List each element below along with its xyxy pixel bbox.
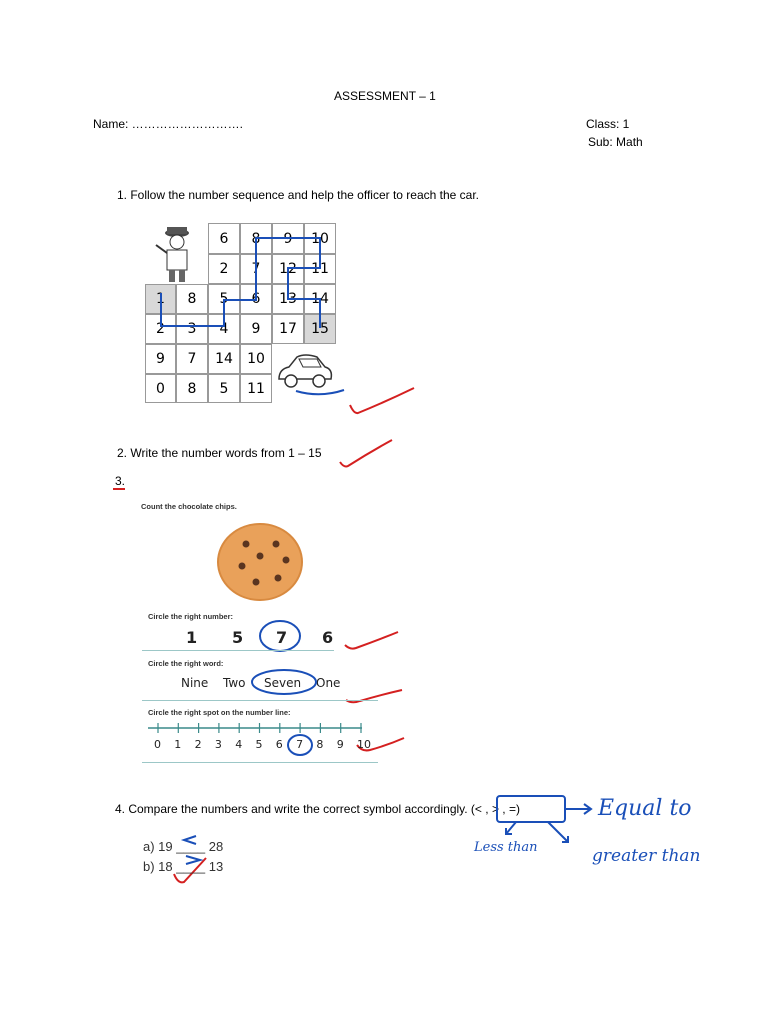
word-option: Nine (181, 676, 209, 690)
number-line-label-item: 5 (255, 738, 263, 751)
maze-cell: 7 (240, 254, 272, 284)
circle-word-label: Circle the right word: (148, 659, 224, 668)
maze-cell: 17 (272, 314, 304, 344)
maze-cell: 11 (304, 254, 336, 284)
number-line-label-item: 10 (357, 738, 371, 751)
maze-cell-start: 1 (145, 284, 176, 314)
circle-mark (286, 733, 314, 757)
maze-cell-end: 15 (304, 314, 336, 344)
number-line-label-item: 1 (174, 738, 182, 751)
word-option: Two (223, 676, 246, 690)
name-field: Name: ………………………. (93, 117, 244, 131)
question-3-label: 3. (115, 474, 126, 488)
divider (142, 650, 334, 651)
maze-cell: 8 (176, 374, 208, 403)
annotation-less: Less than (474, 840, 538, 855)
divider (142, 700, 378, 701)
maze-path-drawing (145, 223, 336, 403)
subject-label: Sub: Math (588, 135, 643, 149)
maze-cell: 8 (240, 223, 272, 254)
maze-cell: 6 (240, 284, 272, 314)
maze-cell: 6 (208, 223, 240, 254)
maze-cell: 14 (208, 344, 240, 374)
number-maze (145, 223, 336, 403)
maze-cell: 10 (240, 344, 272, 374)
maze-cell: 12 (272, 254, 304, 284)
class-label: Class: 1 (586, 117, 630, 131)
number-line-label-item: 6 (275, 738, 283, 751)
maze-cell: 8 (176, 284, 208, 314)
annotation-equal: Equal to (598, 796, 692, 821)
maze-cell: 5 (208, 374, 240, 403)
maze-cell: 7 (176, 344, 208, 374)
number-option: 5 (232, 628, 244, 647)
maze-cell: 0 (145, 374, 176, 403)
maze-cell: 4 (208, 314, 240, 344)
count-title: Count the chocolate chips. (141, 502, 237, 511)
maze-cell: 3 (176, 314, 208, 344)
number-line-label-item: 9 (336, 738, 344, 751)
maze-cell: 9 (272, 223, 304, 254)
circle-number-label: Circle the right number: (148, 612, 234, 621)
number-line-label-item: 2 (194, 738, 202, 751)
number-line-label: Circle the right spot on the number line: (148, 708, 291, 717)
word-option: One (316, 676, 341, 690)
circle-mark (258, 618, 302, 654)
maze-cell: 2 (208, 254, 240, 284)
divider (142, 762, 378, 763)
number-option-selected: 7 (276, 628, 288, 647)
compare-b: b) 18 ____ 13 (143, 859, 224, 874)
question-4-text: 4. Compare the numbers and write the correct symbol accordingly. (< , > , =) (115, 802, 520, 816)
number-line-label-item: 4 (235, 738, 243, 751)
maze-cell: 13 (272, 284, 304, 314)
annotation-greater: greater than (592, 846, 701, 866)
number-option: 1 (186, 628, 198, 647)
maze-cell: 10 (304, 223, 336, 254)
maze-cell: 14 (304, 284, 336, 314)
question-1-text: 1. Follow the number sequence and help the officer to reach the car. (117, 188, 480, 202)
maze-cell: 11 (240, 374, 272, 403)
maze-cell: 9 (240, 314, 272, 344)
word-option-selected: Seven (264, 676, 302, 690)
compare-a: a) 19 ____ 28 (143, 839, 224, 854)
number-line-label-item: 0 (154, 738, 161, 751)
circle-mark (250, 668, 318, 696)
assessment-title: ASSESSMENT – 1 (334, 89, 436, 103)
maze-cell: 2 (145, 314, 176, 344)
question-2-text: 2. Write the number words from 1 – 15 (117, 446, 322, 460)
maze-cell: 5 (208, 284, 240, 314)
number-option: 6 (322, 628, 334, 647)
number-line-label-item: 7 (296, 738, 304, 751)
cookie-icon (216, 522, 304, 602)
number-line-label-item: 8 (316, 738, 324, 751)
number-line-label-item: 3 (214, 738, 222, 751)
maze-cell: 9 (145, 344, 176, 374)
